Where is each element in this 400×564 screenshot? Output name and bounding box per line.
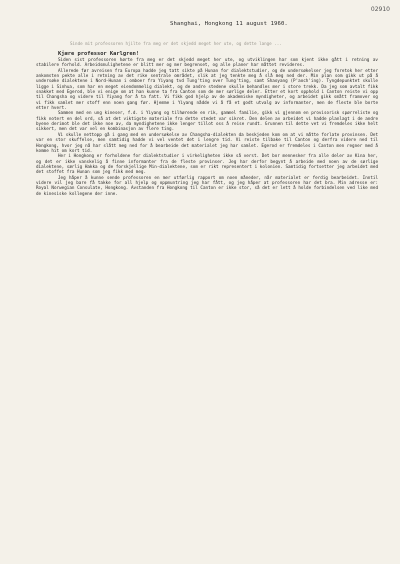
- archive-number: 02910: [370, 6, 390, 13]
- show-through-text: Sinde mit professoren hjilte fra meg er det skjedd meget her ute, og dette lange ...: [70, 41, 282, 46]
- paragraph: Siden sist professoren hørte fra meg er det skjedd meget her ute, og utviklingen har som kjent ikke gått i retning av stabilere forhold. Arbeidsmulighetene er blitt mer og mer begrenset, og alle planer har måttet revideres.: [36, 58, 378, 69]
- letter-body: [36, 58, 378, 197]
- paragraph: Allerede før avreisen fra Europa hadde jeg tatt sikte på Hunan for dialektstudier, og de undersøkelser jeg foretok her etter ankomsten pekte alle i retning av det rike sentrale området, slik at jeg tenkte meg å slå meg ned der. Min plan som gikk ut på å undersøke dialektene i Nord-Hunan i omboer fra Yiyang tvd Tung'ting over Tung'ting, samt Shaoyang (P'aoch'ing). Tyngdepunktet skulle ligge i Sinhua, som har en meget eiendommelig dialekt, og de andre stedene skulle behandles mer i store trekk. Da jeg som avtalt fikk snakket med Egerod, ble vi enige om at han kunne ta fra Canton som de mer sørlige deler. Etter et kort opphold i Canton reiste vi opp til Changsha og videre til Yiyang for å ta fatt. Vi fikk god hjelp av de akademiske myndigheter, og arbeidet gikk smått framover og vi fikk samlet mer stoff enn noen gang før. Hjemme i Yiyang nådde vi å få et godt utvalg av informanter, men de fleste ble borte etter hvert.: [36, 68, 378, 112]
- paragraph: Jeg håper å kunne sende professoren en mer utførlig rapport om noen måneder, når materialet er ferdig bearbeidet. Inntil videre vil jeg bare få takke for all hjelp og oppmuntring jeg har fått, og jeg håper at professoren har det bra. Min adresse er: Royal Norwegian Consulate, Hongkong. Avstanden fra Hongkong til Canton er ikke stor, så det er lett å holde forbindelsen ved like med de kinesiske kollegene der inne.: [36, 175, 378, 197]
- paragraph: Vi skulle nettopp gå i gang med en undersøkelse av Changsha-dialekten da beskjeden kom om at vi måtte forlate provinsen. Det var en stor skuffelse, men samtidig hadde vi vel ventet det i lengre tid. Vi reiste tilbake til Canton og derfra videre ned til Hongkong, hvor jeg nå har slått meg ned for å bearbeide det materialet jeg har samlet. Egerod er fremdeles i Canton men regner med å komme hit om kort tid.: [36, 132, 378, 154]
- paragraph: Sammen med en ung kineser, f.d. i Yiyang og tilhørende en rik, gammel familie, gikk vi gjennom en provisorisk spørreliste og fikk notert en del ord, så at det viktigste materiale fra dette stedet var sikret. Den delen av arbeidet vi hadde planlagt i de andre byene derimot ble det ikke noe av, da myndighetene ikke lenger tillot oss å reise rundt. Grunnen til dette vet vi fremdeles ikke helt sikkert, men det var vel en kombinasjon av flere ting.: [36, 111, 378, 133]
- salutation: Kjære professor Karlgren!: [58, 51, 140, 57]
- paragraph: Her i Hongkong er forholdene for dialektstudier i virkeligheten ikke så verst. Det bor mennesker fra alle deler av Kina her, og det er ikke vanskelig å finne informanter fra de fleste provinser. Jeg har derfor begynt å arbeide med noen av de sørlige dialektene, særlig Hakka og de forskjellige Min-dialektene, som er rikt representert i kolonien. Samtidig fortsetter jeg arbeidet med det stoffet fra Hunan som jeg fikk med meg.: [36, 154, 378, 176]
- dateline: Shanghai, Hongkong 11 august 1960.: [170, 21, 288, 27]
